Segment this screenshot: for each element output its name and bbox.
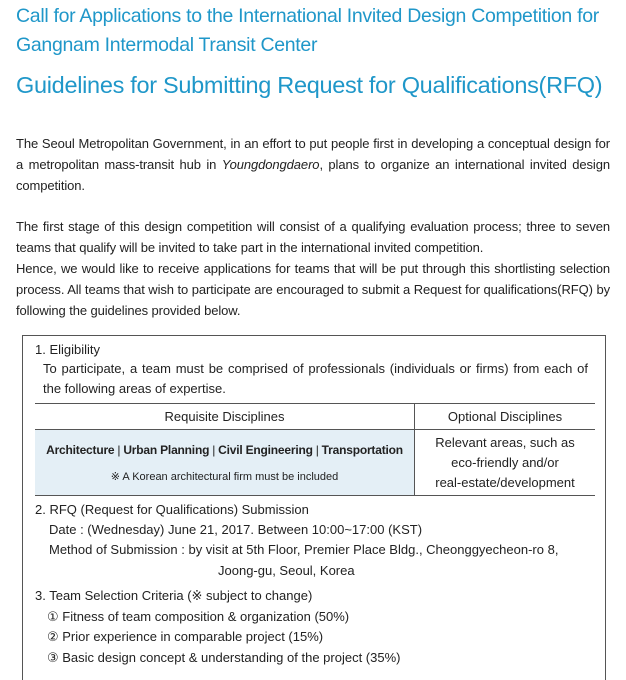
requisite-cell: [35, 430, 415, 496]
intro-paragraph-2-line-1: The first stage of this design competition will consist of a qualifying evaluation process; three to seven teams that qualify will be invited to take part in the international invited competition.: [16, 219, 610, 255]
eligibility-description: To participate, a team must be comprised of professionals (individuals or firms) from each of the following areas of expertise.: [43, 361, 588, 396]
intro-text: The Seoul Metropolitan Government, in an effort to put people first in developing a conceptual design for a metropolitan mass-transit hub in: [16, 136, 610, 172]
discipline-civil-engineering: Civil Engineering: [218, 443, 313, 457]
guidelines-box: [22, 335, 606, 680]
optional-cell: [415, 430, 596, 496]
separator: |: [212, 443, 216, 457]
submission-method-cont: Joong-gu, Seoul, Korea: [218, 563, 355, 578]
intro-paragraph-1: [16, 133, 610, 196]
disciplines-table: [35, 403, 595, 496]
separator: |: [117, 443, 121, 457]
table-row: [35, 430, 595, 496]
criteria-item: ③ Basic design concept & understanding of the project (35%): [47, 650, 401, 665]
criteria-item: ② Prior experience in comparable project (15%): [47, 629, 324, 644]
optional-line-2: eco-friendly and/or: [451, 455, 559, 470]
intro-paragraph-2-line-2: Hence, we would like to receive applications for teams that will be put through this shortlisting selection process. All teams that wish to participate are encouraged to submit a Request for qualifications(RFQ) by following the guidelines provided below.: [16, 261, 610, 318]
separator: |: [315, 443, 319, 457]
intro-emphasis: Youngdongdaero: [221, 157, 320, 172]
korean-firm-note: ※ A Korean architectural firm must be included: [110, 471, 339, 483]
optional-header: Optional Disciplines: [415, 404, 596, 430]
guidelines-title: Guidelines for Submitting Request for Qualifications(RFQ): [16, 72, 603, 98]
eligibility-heading: 1. Eligibility: [35, 342, 101, 357]
criteria-item: ① Fitness of team composition & organization (50%): [47, 609, 350, 624]
submission-date: Date : (Wednesday) June 21, 2017. Between 10:00~17:00 (KST): [49, 522, 423, 537]
optional-line-3: real-estate/development: [435, 475, 575, 490]
table-header-row: [35, 404, 595, 430]
requisite-header: Requisite Disciplines: [35, 404, 415, 430]
discipline-list: [35, 430, 414, 459]
intro-paragraph-2: [16, 216, 610, 321]
discipline-architecture: Architecture: [46, 443, 115, 457]
announcement-title: Call for Applications to the International Invited Design Competition for Gangnam Intermodal Transit Center: [16, 5, 599, 56]
optional-line-1: Relevant areas, such as: [435, 435, 575, 450]
intro-text-end: , plans to organize an international invited design competition.: [16, 157, 610, 193]
criteria-heading: 3. Team Selection Criteria (※ subject to change): [35, 588, 313, 603]
discipline-urban-planning: Urban Planning: [123, 443, 210, 457]
submission-heading: 2. RFQ (Request for Qualifications) Submission: [35, 502, 309, 517]
submission-method: Method of Submission : by visit at 5th Floor, Premier Place Bldg., Cheonggyecheon-ro 8,: [49, 542, 559, 557]
discipline-transportation: Transportation: [321, 443, 403, 457]
